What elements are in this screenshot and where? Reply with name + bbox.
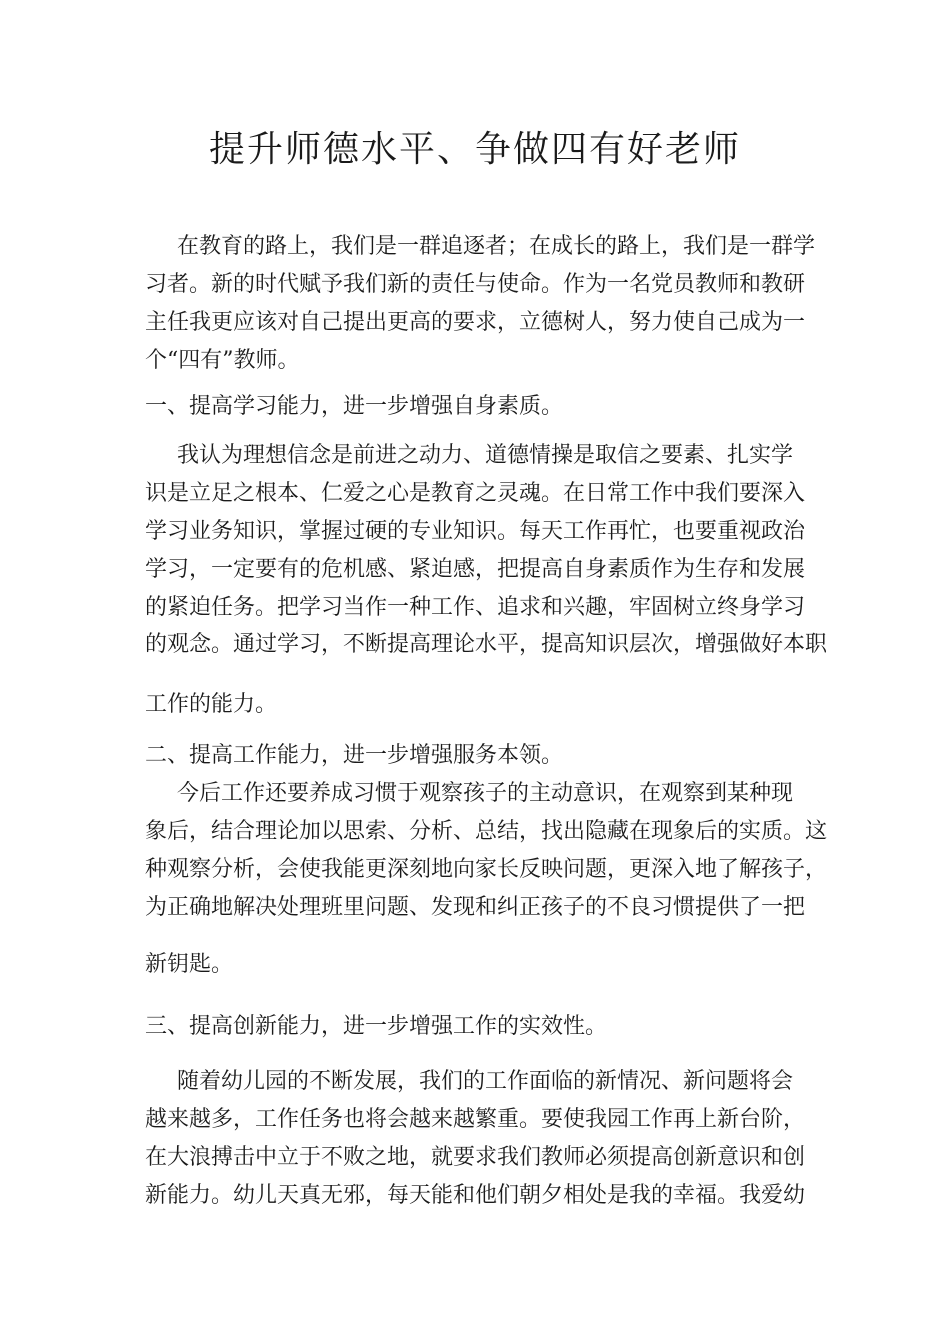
section-heading-1: 一、提高学习能力，进一步增强自身素质。 (145, 394, 564, 419)
section-1-line: 学习业务知识，掌握过硬的专业知识。每天工作再忙，也要重视政治 (145, 519, 806, 544)
section-1-line: 我认为理想信念是前进之动力、道德情操是取信之要素、扎实学 (177, 443, 794, 468)
section-1-line: 识是立足之根本、仁爱之心是教育之灵魂。在日常工作中我们要深入 (145, 481, 806, 506)
section-3-line: 越来越多，工作任务也将会越来越繁重。要使我园工作再上新台阶， (145, 1107, 806, 1132)
section-2-line: 为正确地解决处理班里问题、发现和纠正孩子的不良习惯提供了一把 (145, 895, 806, 920)
section-heading-3: 三、提高创新能力，进一步增强工作的实效性。 (145, 1014, 608, 1039)
section-2-line: 今后工作还要养成习惯于观察孩子的主动意识，在观察到某种现 (177, 781, 794, 806)
intro-line: 主任我更应该对自己提出更高的要求，立德树人，努力使自己成为一 (145, 310, 806, 335)
section-1-line: 的观念。通过学习，不断提高理论水平，提高知识层次，增强做好本职 (145, 632, 828, 657)
section-3-line: 在大浪搏击中立于不败之地，就要求我们教师必须提高创新意识和创 (145, 1145, 806, 1170)
section-3-line: 随着幼儿园的不断发展，我们的工作面临的新情况、新问题将会 (177, 1069, 794, 1094)
section-heading-2: 二、提高工作能力，进一步增强服务本领。 (145, 743, 564, 768)
intro-line: 在教育的路上，我们是一群追逐者；在成长的路上，我们是一群学 (177, 234, 816, 259)
document-title: 提升师德水平、争做四有好老师 (208, 129, 741, 170)
intro-line: 习者。新的时代赋予我们新的责任与使命。作为一名党员教师和教研 (145, 272, 806, 297)
section-2-line: 新钥匙。 (145, 952, 234, 977)
section-3-line: 新能力。幼儿天真无邪，每天能和他们朝夕相处是我的幸福。我爱幼 (145, 1183, 806, 1208)
section-1-line: 学习，一定要有的危机感、紧迫感，把提高自身素质作为生存和发展 (145, 557, 806, 582)
intro-line: 个“四有”教师。 (145, 348, 300, 373)
section-2-line: 种观察分析，会使我能更深刻地向家长反映问题，更深入地了解孩子， (145, 857, 828, 882)
section-2-line: 象后，结合理论加以思索、分析、总结，找出隐藏在现象后的实质。这 (145, 819, 828, 844)
section-1-line: 的紧迫任务。把学习当作一种工作、追求和兴趣，牢固树立终身学习 (145, 595, 806, 620)
section-1-line: 工作的能力。 (145, 692, 278, 717)
